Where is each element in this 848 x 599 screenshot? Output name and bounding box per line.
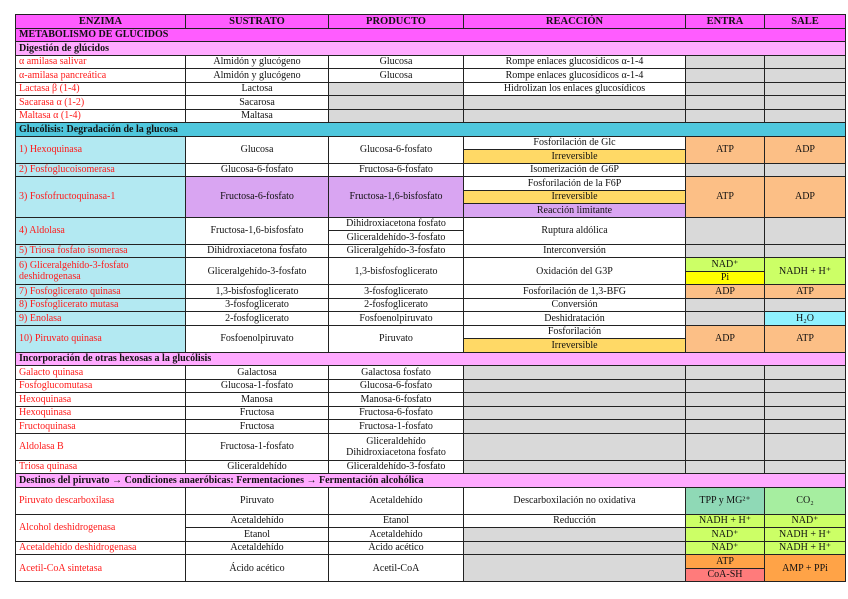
empty-cell [686, 82, 765, 96]
table-cell: NADH + H⁺ [765, 541, 846, 555]
table-cell: Etanol [186, 528, 329, 542]
table-cell: Glucosa [329, 55, 464, 69]
empty-cell [765, 366, 846, 380]
table-cell: Fructosa [186, 420, 329, 434]
enzyme-cell: Lactasa β (1-4) [16, 82, 186, 96]
table-cell: NAD⁺ [686, 258, 765, 272]
table-cell: Irreversible [464, 150, 686, 164]
table-row [16, 285, 846, 299]
table-cell: Descarboxilación no oxidativa [464, 487, 686, 514]
table-cell: Manosa [186, 393, 329, 407]
table-cell: Fructosa-1-fosfato [186, 433, 329, 460]
table-cell: ATP [765, 285, 846, 299]
table-cell: Acetaldehído [186, 514, 329, 528]
table-row [16, 136, 846, 150]
table-cell: 1,3-bisfosfoglicerato [329, 258, 464, 285]
enzyme-cell: Sacarasa α (1-2) [16, 96, 186, 110]
table-cell: Fosforilación de 1,3-BFG [464, 285, 686, 299]
enzyme-cell: 4) Aldolasa [16, 217, 186, 244]
table-row [16, 352, 846, 366]
enzyme-cell: Maltasa α (1-4) [16, 109, 186, 123]
table-row [16, 379, 846, 393]
empty-cell [765, 433, 846, 460]
table-row [16, 42, 846, 56]
table-cell: Conversión [464, 298, 686, 312]
table-cell: ADP [765, 136, 846, 163]
empty-cell [464, 96, 686, 110]
table-cell: Fructosa-6-fosfato [329, 163, 464, 177]
table-row [16, 298, 846, 312]
empty-cell [765, 82, 846, 96]
section-heading: Incorporación de otras hexosas a la glucólisis [16, 352, 846, 366]
empty-cell [464, 109, 686, 123]
section-heading: Destinos del piruvato → Condiciones anaeróbicas: Fermentaciones → Fermentación alcohólica [16, 474, 846, 488]
empty-cell [686, 163, 765, 177]
enzyme-cell: 5) Triosa fosfato isomerasa [16, 244, 186, 258]
enzyme-cell: α-amilasa pancreática [16, 69, 186, 83]
empty-cell [765, 69, 846, 83]
section-heading: Digestión de glúcidos [16, 42, 846, 56]
section-heading: METABOLISMO DE GLÚCIDOS [16, 28, 846, 42]
empty-cell [464, 406, 686, 420]
table-cell: Almidón y glucógeno [186, 69, 329, 83]
table-row [16, 312, 846, 326]
empty-cell [329, 96, 464, 110]
table-cell: Gliceralgehído-3-fosfato [329, 244, 464, 258]
enzyme-cell: 3) Fosfofructoquinasa-1 [16, 177, 186, 218]
empty-cell [765, 96, 846, 110]
empty-cell [686, 298, 765, 312]
table-row [16, 177, 846, 191]
enzyme-cell: 10) Piruvato quinasa [16, 325, 186, 352]
enzyme-cell: Hexoquinasa [16, 393, 186, 407]
empty-cell [686, 460, 765, 474]
table-cell: ATP [686, 177, 765, 218]
table-row [16, 96, 846, 110]
table-row [16, 366, 846, 380]
table-cell: Gliceraldehído Dihidroxiacetona fosfato [329, 433, 464, 460]
column-header: ENZIMA [16, 15, 186, 29]
table-cell: Acetaldehído [186, 541, 329, 555]
empty-cell [765, 298, 846, 312]
column-header: PRODUCTO [329, 15, 464, 29]
table-cell: 2-fosfoglicerato [186, 312, 329, 326]
empty-cell [329, 82, 464, 96]
empty-cell [686, 312, 765, 326]
table-cell: Irreversible [464, 339, 686, 353]
table-cell: NAD⁺ [686, 541, 765, 555]
table-cell: NAD⁺ [686, 528, 765, 542]
empty-cell [686, 244, 765, 258]
table-cell: Ruptura aldólica [464, 217, 686, 244]
table-row [16, 109, 846, 123]
table-row [16, 244, 846, 258]
enzyme-cell: Piruvato descarboxilasa [16, 487, 186, 514]
table-cell: Oxidación del G3P [464, 258, 686, 285]
table-cell: Etanol [329, 514, 464, 528]
table-row [16, 69, 846, 83]
table-cell: Glucosa-6-fosfato [329, 379, 464, 393]
empty-cell [686, 379, 765, 393]
table-cell: ADP [686, 285, 765, 299]
table-row [16, 393, 846, 407]
table-cell: ADP [686, 325, 765, 352]
column-header: SALE [765, 15, 846, 29]
empty-cell [765, 406, 846, 420]
table-cell: Acetaldehído [329, 487, 464, 514]
table-cell: Manosa-6-fosfato [329, 393, 464, 407]
table-cell: Gliceralgehído-3-fosfato [186, 258, 329, 285]
empty-cell [765, 55, 846, 69]
table-cell: Isomerización de G6P [464, 163, 686, 177]
table-row [16, 217, 846, 231]
table-cell: NAD⁺ [765, 514, 846, 528]
table-row [16, 555, 846, 569]
column-header: REACCIÓN [464, 15, 686, 29]
empty-cell [686, 393, 765, 407]
table-cell: Fosforilación [464, 325, 686, 339]
empty-cell [765, 217, 846, 244]
table-cell: Fosforilación de Glc [464, 136, 686, 150]
table-cell: Galactosa [186, 366, 329, 380]
empty-cell [765, 379, 846, 393]
table-cell: Dihidroxiacetona fosfato [186, 244, 329, 258]
empty-cell [686, 96, 765, 110]
empty-cell [686, 406, 765, 420]
table-cell: Piruvato [186, 487, 329, 514]
column-header: SUSTRATO [186, 15, 329, 29]
table-cell: NADH + H⁺ [765, 258, 846, 285]
table-header-row [16, 15, 846, 29]
table-cell: Galactosa fosfato [329, 366, 464, 380]
enzyme-cell: 2) Fosfoglucoisomerasa [16, 163, 186, 177]
empty-cell [686, 433, 765, 460]
table-cell: Fosfoenolpiruvato [329, 312, 464, 326]
section-heading: Glucólisis: Degradación de la glucosa [16, 123, 846, 137]
table-cell: Glucosa-6-fosfato [186, 163, 329, 177]
table-cell: Ácido acético [329, 541, 464, 555]
empty-cell [686, 109, 765, 123]
table-cell: Almidón y glucógeno [186, 55, 329, 69]
empty-cell [765, 420, 846, 434]
table-cell: NADH + H⁺ [686, 514, 765, 528]
table-cell: Acetaldehído [329, 528, 464, 542]
table-row [16, 28, 846, 42]
table-cell: Pi [686, 271, 765, 285]
empty-cell [686, 55, 765, 69]
table-cell: 3-fosfoglicerato [186, 298, 329, 312]
table-cell: 2-fosfoglicerato [329, 298, 464, 312]
empty-cell [686, 217, 765, 244]
table-cell: Fructosa-6-fosfato [329, 406, 464, 420]
empty-cell [765, 163, 846, 177]
table-cell: Rompe enlaces glucosídicos α-1-4 [464, 69, 686, 83]
table-row [16, 163, 846, 177]
table-cell: Fructosa-6-fosfato [186, 177, 329, 218]
enzyme-cell: Alcohol deshidrogenasa [16, 514, 186, 541]
enzyme-cell: Fructoquinasa [16, 420, 186, 434]
table-cell: AMP + PPi [765, 555, 846, 582]
table-row [16, 420, 846, 434]
table-cell: Irreversible [464, 190, 686, 204]
table-cell: Gliceraldehído [186, 460, 329, 474]
table-cell: Sacarosa [186, 96, 329, 110]
table-cell: Gliceraldehído-3-fosfato [329, 460, 464, 474]
table-cell: Fructosa-1,6-bisfosfato [329, 177, 464, 218]
empty-cell [686, 366, 765, 380]
table-cell: Glucosa [329, 69, 464, 83]
table-cell: CO₂ [765, 487, 846, 514]
table-cell: Deshidratación [464, 312, 686, 326]
table-row [16, 433, 846, 447]
enzyme-cell: Galacto quinasa [16, 366, 186, 380]
table-cell: ADP [765, 177, 846, 218]
table-cell: Maltasa [186, 109, 329, 123]
table-cell: H₂O [765, 312, 846, 326]
table-cell: Fructosa [186, 406, 329, 420]
enzyme-cell: Fosfoglucomutasa [16, 379, 186, 393]
enzyme-cell: 6) Gliceralgehído-3-fosfato deshidrogenasa [16, 258, 186, 285]
table-cell: Gliceraldehído-3-fosfato [329, 231, 464, 245]
empty-cell [765, 244, 846, 258]
empty-cell [464, 393, 686, 407]
table-cell: NADH + H⁺ [765, 528, 846, 542]
table-row [16, 487, 846, 501]
empty-cell [686, 69, 765, 83]
table-cell: ATP [686, 136, 765, 163]
enzyme-cell: 7) Fosfoglicerato quinasa [16, 285, 186, 299]
empty-cell [329, 109, 464, 123]
empty-cell [765, 460, 846, 474]
empty-cell [464, 528, 686, 542]
table-cell: Rompe enlaces glucosídicos α-1-4 [464, 55, 686, 69]
empty-cell [464, 379, 686, 393]
table-cell: Glucosa-1-fosfato [186, 379, 329, 393]
table-row [16, 460, 846, 474]
metabolism-table [15, 14, 846, 582]
table-row [16, 406, 846, 420]
table-cell: Ácido acético [186, 555, 329, 582]
enzyme-cell: 8) Fosfoglicerato mutasa [16, 298, 186, 312]
table-cell: TPP y MG²⁺ [686, 487, 765, 514]
table-cell: CoA-SH [686, 568, 765, 582]
table-row [16, 123, 846, 137]
table-cell: Interconversión [464, 244, 686, 258]
enzyme-cell: Acetaldehído deshidrogenasa [16, 541, 186, 555]
table-row [16, 474, 846, 488]
table-cell: Lactosa [186, 82, 329, 96]
table-cell: Acetil-CoA [329, 555, 464, 582]
table-cell: Dihidroxiacetona fosfato [329, 217, 464, 231]
empty-cell [464, 433, 686, 460]
column-header: ENTRA [686, 15, 765, 29]
table-cell: Glucosa [186, 136, 329, 163]
table-cell: Fructosa-1-fosfato [329, 420, 464, 434]
table-cell: Hidrolizan los enlaces glucosídicos [464, 82, 686, 96]
table-row [16, 514, 846, 528]
table-cell: Piruvato [329, 325, 464, 352]
table-row [16, 82, 846, 96]
table-cell: Fosforilación de la F6P [464, 177, 686, 191]
empty-cell [464, 420, 686, 434]
table-row [16, 325, 846, 339]
enzyme-cell: Triosa quinasa [16, 460, 186, 474]
table-row [16, 541, 846, 555]
enzyme-cell: Aldolasa B [16, 433, 186, 460]
empty-cell [765, 393, 846, 407]
table-cell: Fosfoenolpiruvato [186, 325, 329, 352]
table-cell: ATP [686, 555, 765, 569]
empty-cell [686, 420, 765, 434]
table-cell: Glucosa-6-fosfato [329, 136, 464, 163]
table-cell: ATP [765, 325, 846, 352]
empty-cell [464, 541, 686, 555]
table-cell: Reacción limitante [464, 204, 686, 218]
table-cell: 3-fosfoglicerato [329, 285, 464, 299]
enzyme-cell: 9) Enolasa [16, 312, 186, 326]
empty-cell [464, 460, 686, 474]
table-cell: 1,3-bisfosfoglicerato [186, 285, 329, 299]
enzyme-cell: Acetil-CoA sintetasa [16, 555, 186, 582]
enzyme-cell: α amilasa salivar [16, 55, 186, 69]
empty-cell [464, 366, 686, 380]
table-cell: Fructosa-1,6-bisfosfato [186, 217, 329, 244]
empty-cell [765, 109, 846, 123]
enzyme-cell: Hexoquinasa [16, 406, 186, 420]
empty-cell [464, 555, 686, 582]
table-row [16, 258, 846, 272]
table-cell: Reducción [464, 514, 686, 528]
enzyme-cell: 1) Hexoquinasa [16, 136, 186, 163]
table-row [16, 55, 846, 69]
